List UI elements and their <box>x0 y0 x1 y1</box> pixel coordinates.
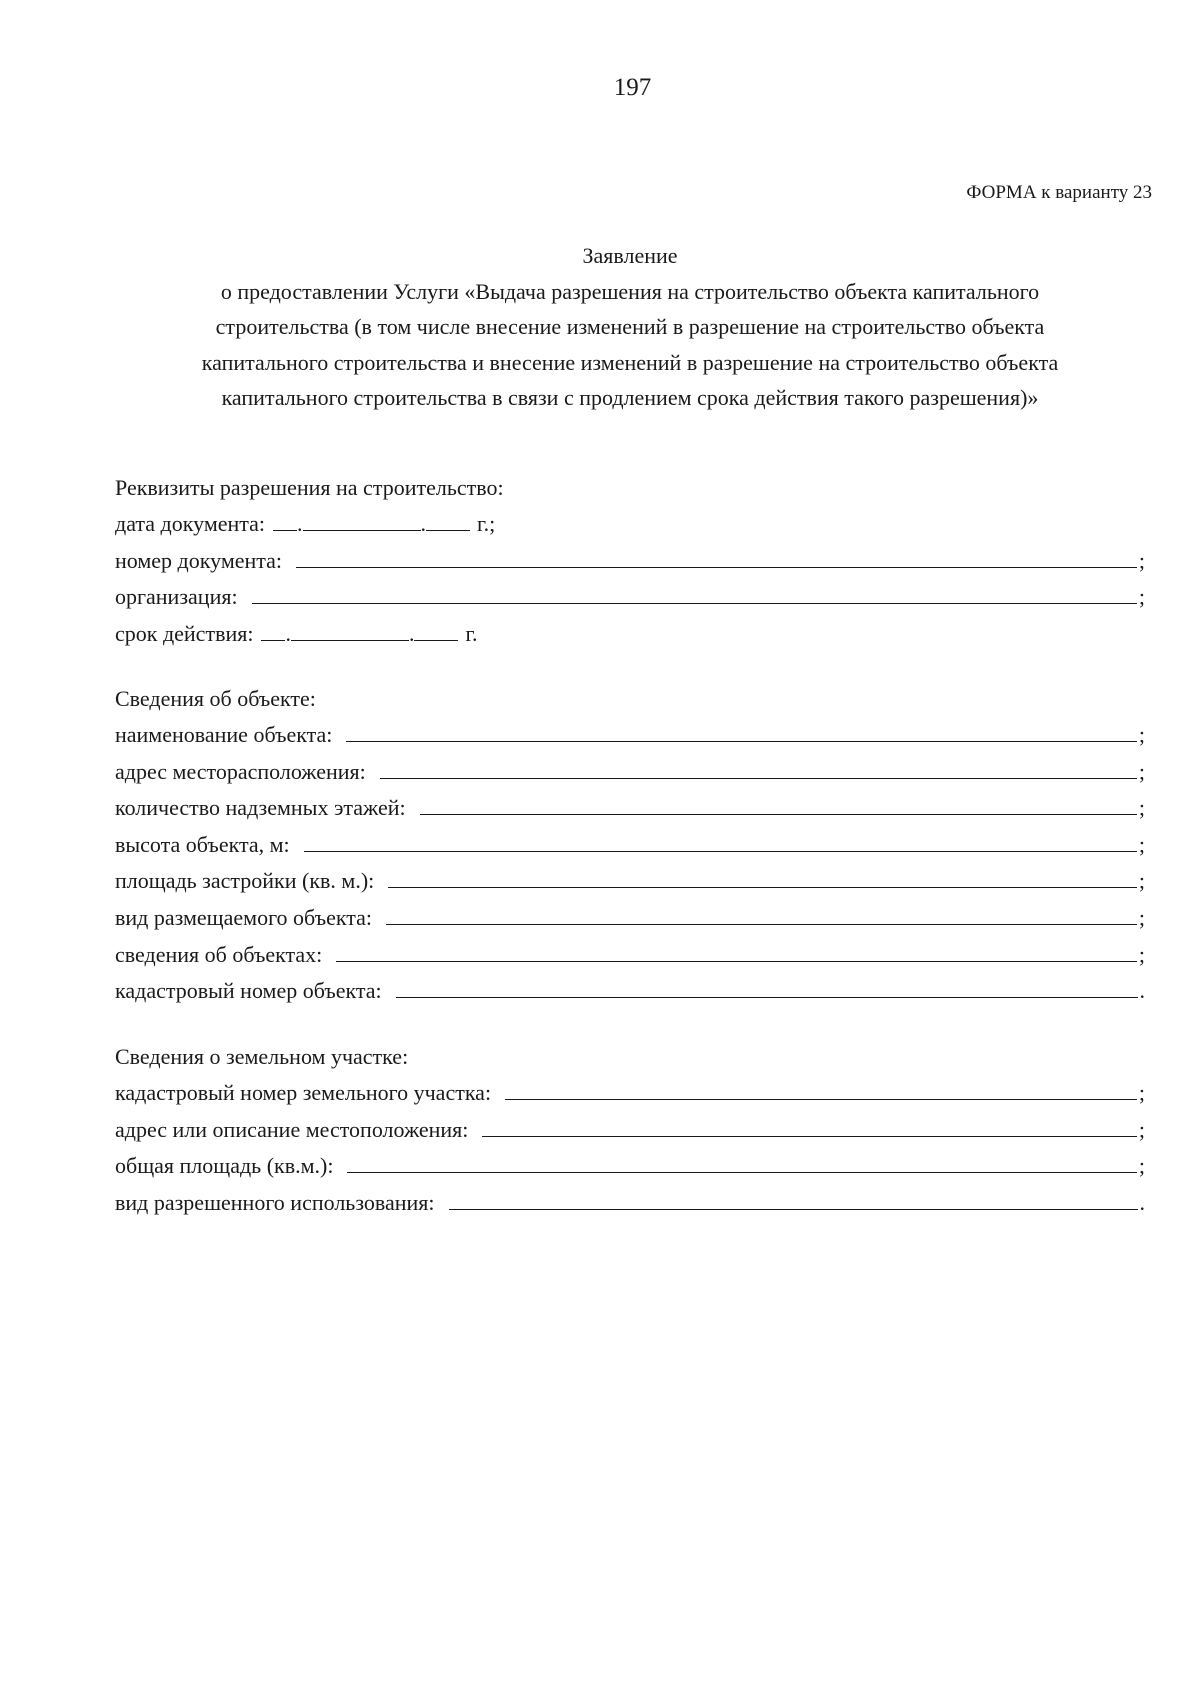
field-terminator: ; <box>1138 1116 1145 1142</box>
object-field-row <box>115 863 1145 900</box>
date-suffix: г. <box>465 620 478 646</box>
field-terminator: ; <box>1138 941 1145 967</box>
field-terminator: . <box>1139 978 1145 1004</box>
organization-row <box>115 579 1145 616</box>
permit-details-section <box>115 469 1145 652</box>
field-label: сведения об объектах: <box>115 941 323 967</box>
validity-day-field[interactable] <box>261 620 285 641</box>
field-label: площадь застройки (кв. м.): <box>115 868 375 894</box>
title-line: капитального строительства в связи с продлением срока действия такого разрешения)» <box>221 385 1039 410</box>
field-label: срок действия: <box>115 620 254 646</box>
object-details-section <box>115 680 1145 1010</box>
object-field-row <box>115 754 1145 791</box>
title-line: о предоставлении Услуги «Выдача разрешения на строительство объекта капитального <box>220 278 1040 304</box>
land-field-row <box>115 1112 1145 1149</box>
land-cadastral-number-field[interactable] <box>505 1079 1137 1100</box>
object-field-row <box>115 900 1145 937</box>
field-terminator: ; <box>1138 904 1145 930</box>
object-name-field[interactable] <box>346 721 1136 742</box>
form-reference: ФОРМА к варианту 23 <box>966 182 1152 203</box>
land-field-row <box>115 1185 1145 1222</box>
object-type-field[interactable] <box>386 904 1137 925</box>
object-height-field[interactable] <box>304 831 1137 852</box>
field-label: номер документа: <box>115 547 283 573</box>
date-separator: . <box>285 620 291 646</box>
field-label: общая площадь (кв.м.): <box>115 1153 334 1179</box>
field-terminator: ; <box>1138 868 1145 894</box>
document-number-row <box>115 543 1145 580</box>
page-number: 197 <box>613 74 652 101</box>
section-heading: Сведения о земельном участке: <box>115 1044 409 1069</box>
object-field-row <box>115 790 1145 827</box>
date-separator: . <box>420 511 427 536</box>
land-total-area-field[interactable] <box>347 1152 1136 1173</box>
field-label: высота объекта, м: <box>115 831 290 857</box>
date-separator: . <box>297 511 303 536</box>
validity-period-row <box>115 616 1145 653</box>
document-date-day-field[interactable] <box>273 510 297 531</box>
title-line: капитального строительства и внесение изменений в разрешение на строительство объекта <box>201 349 1059 375</box>
field-terminator: ; <box>1138 722 1145 747</box>
objects-info-field[interactable] <box>336 941 1137 962</box>
field-label: организация: <box>115 584 238 610</box>
field-label: количество надземных этажей: <box>115 795 406 821</box>
document-date-row <box>115 506 1145 543</box>
title-line: строительства (в том числе внесение изменений в разрешение на строительство объекта <box>215 314 1045 339</box>
document-number-field[interactable] <box>296 547 1137 568</box>
field-label: адрес или описание местоположения: <box>115 1116 469 1142</box>
permitted-use-field[interactable] <box>449 1189 1138 1210</box>
field-label: наименование объекта: <box>115 722 333 747</box>
object-cadastral-number-field[interactable] <box>396 977 1138 998</box>
title-heading: Заявление <box>582 243 678 268</box>
date-suffix: г.; <box>477 511 496 536</box>
field-terminator: ; <box>1138 547 1145 573</box>
date-separator: . <box>408 620 415 646</box>
building-area-field[interactable] <box>388 867 1137 888</box>
land-field-row <box>115 1148 1145 1185</box>
field-label: дата документа: <box>115 511 266 536</box>
field-terminator: ; <box>1138 584 1145 610</box>
object-address-field[interactable] <box>380 758 1137 779</box>
section-heading: Сведения об объекте: <box>115 686 316 711</box>
organization-field[interactable] <box>252 583 1137 604</box>
section-heading: Реквизиты разрешения на строительство: <box>115 475 504 500</box>
object-field-row <box>115 827 1145 864</box>
field-label: кадастровый номер земельного участка: <box>115 1080 492 1105</box>
field-label: кадастровый номер объекта: <box>115 978 382 1004</box>
validity-year-field[interactable] <box>414 620 458 641</box>
land-plot-section <box>115 1038 1145 1221</box>
field-terminator: . <box>1139 1189 1145 1215</box>
field-label: вид размещаемого объекта: <box>115 904 372 930</box>
document-date-year-field[interactable] <box>426 510 470 531</box>
field-label: вид разрешенного использования: <box>115 1189 435 1215</box>
field-terminator: ; <box>1138 1080 1145 1105</box>
object-field-row <box>115 973 1145 1010</box>
field-terminator: ; <box>1138 831 1145 857</box>
object-field-row <box>115 937 1145 974</box>
floors-count-field[interactable] <box>420 794 1137 815</box>
field-terminator: ; <box>1138 795 1145 821</box>
document-date-month-field[interactable] <box>303 510 421 531</box>
land-location-field[interactable] <box>482 1116 1136 1137</box>
field-label: адрес месторасположения: <box>115 758 366 784</box>
validity-month-field[interactable] <box>291 620 409 641</box>
object-field-row <box>115 717 1145 754</box>
land-field-row <box>115 1075 1145 1112</box>
field-terminator: ; <box>1138 1153 1145 1179</box>
document-title <box>115 238 1145 416</box>
field-terminator: ; <box>1138 758 1145 784</box>
